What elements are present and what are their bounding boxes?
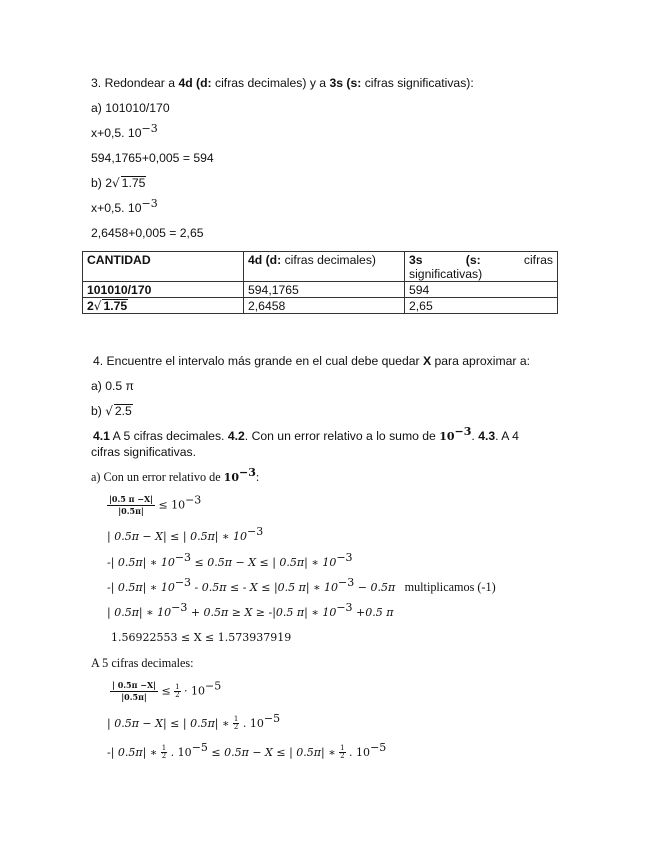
inequality-fraction-2: $\frac{| 0.5\pi -X|}{|0.5\pi|}$ ≤ $\frac{1}{2}$ · $10^{-5}$ — [112, 679, 222, 702]
section-3-heading: 3. Redondear a 4d (d: cifras decimales) y a 3s (s: cifras significativas): — [91, 76, 474, 90]
table-header-cell: 3s (s: cifras significativas) — [405, 252, 558, 282]
fraction-half: $\frac{1}{2}$ — [161, 744, 167, 761]
radical-icon: √ — [93, 299, 102, 313]
fraction: $\frac{| 0.5\pi -X|}{|0.5\pi|}$ — [112, 680, 157, 702]
table-row — [83, 298, 558, 314]
rounding-result-2: 2,6458+0,005 = 2,65 — [91, 226, 204, 240]
subitems-line-2: cifras significativas. — [91, 445, 196, 459]
item-a: a) 101010/170 — [91, 101, 170, 115]
inequality-3: -| 0.5π| ∗ $10^{-3} \le 0.5\pi - X$ ≤ | 0.5π| ∗ $10^{-3}$ — [107, 551, 353, 569]
table-cell: 2,65 — [405, 298, 558, 314]
radical-icon: √ — [112, 176, 120, 190]
inequality-8: | 0.5π − X| ≤ | 0.5π| ∗ $\frac{1}{2}$ . $10^{-5}$ — [107, 712, 281, 732]
inequality-4: -| 0.5π| ∗ $10^{-3} - 0.5\pi$ ≤ - X ≤ |0.5 π| ∗ $10^{-3} - 0.5\pi$ multiplicamos (-1) — [107, 576, 496, 594]
decimal-heading: A 5 cifras decimales: — [91, 656, 194, 670]
inequality-9: -| 0.5π| ∗ $\frac{1}{2}$ . $10^{-5} \le 0.5\pi - X$ ≤ | 0.5π| ∗ $\frac{1}{2}$ . $10^{-5}$ — [107, 741, 387, 761]
relative-error-intro: a) Con un error relativo de $10^{-3}$: — [91, 466, 260, 484]
table-cell: 2,6458 — [244, 298, 405, 314]
table-cell: 101010/170 — [83, 282, 244, 298]
table-cell: 594 — [405, 282, 558, 298]
table-row — [83, 282, 558, 298]
interval-result: 1.56922553 ≤ X ≤ 1.573937919 — [111, 631, 292, 644]
table-header-row — [83, 252, 558, 282]
item-a-pi: a) 0.5 π — [91, 379, 134, 393]
section-4-heading: 4. Encuentre el intervalo más grande en el cual debe quedar X para aproximar a: — [93, 354, 531, 368]
inequality-2: | 0.5π − X| ≤ | 0.5π| ∗ $10^{-3}$ — [107, 525, 264, 543]
item-b-sqrt: b) √ 2.5 — [91, 404, 132, 418]
inequality-fraction-1: $\frac{|0.5 \pi -X|}{|0.5\pi|}$ ≤ $10^{-3}$ — [109, 493, 202, 516]
rounding-expression-1: x+0,5. $10^{-3}$ — [91, 122, 158, 140]
fraction-half: $\frac{1}{2}$ — [233, 715, 239, 732]
rounding-table — [82, 251, 558, 314]
fraction-half: $\frac{1}{2}$ — [340, 744, 345, 761]
radical-icon: √ — [105, 404, 113, 418]
table-header-cell: CANTIDAD — [83, 252, 244, 282]
rounding-expression-2: x+0,5. $10^{-3}$ — [91, 197, 158, 215]
inequality-5: | 0.5π| ∗ $10^{-3} + 0.5\pi \ge X \ge -|0.5$ π| ∗ $10^{-3} +0.5$ π — [107, 601, 394, 619]
fraction: $\frac{|0.5 \pi -X|}{|0.5\pi|}$ — [109, 494, 154, 516]
rounding-result-1: 594,1765+0,005 = 594 — [91, 151, 214, 165]
table-cell: 594,1765 — [244, 282, 405, 298]
table-cell: 2√ 1.75 — [83, 298, 244, 314]
fraction-half: $\frac{1}{2}$ — [175, 683, 180, 699]
item-b: b) 2√ 1.75 — [91, 176, 146, 190]
table-header-cell: 4d (d: cifras decimales) — [244, 252, 405, 282]
subitems-line-1: 4.1 A 5 cifras decimales. 4.2. Con un error relativo a lo sumo de $10^{-3}$. 4.3. A 4 — [93, 425, 519, 443]
